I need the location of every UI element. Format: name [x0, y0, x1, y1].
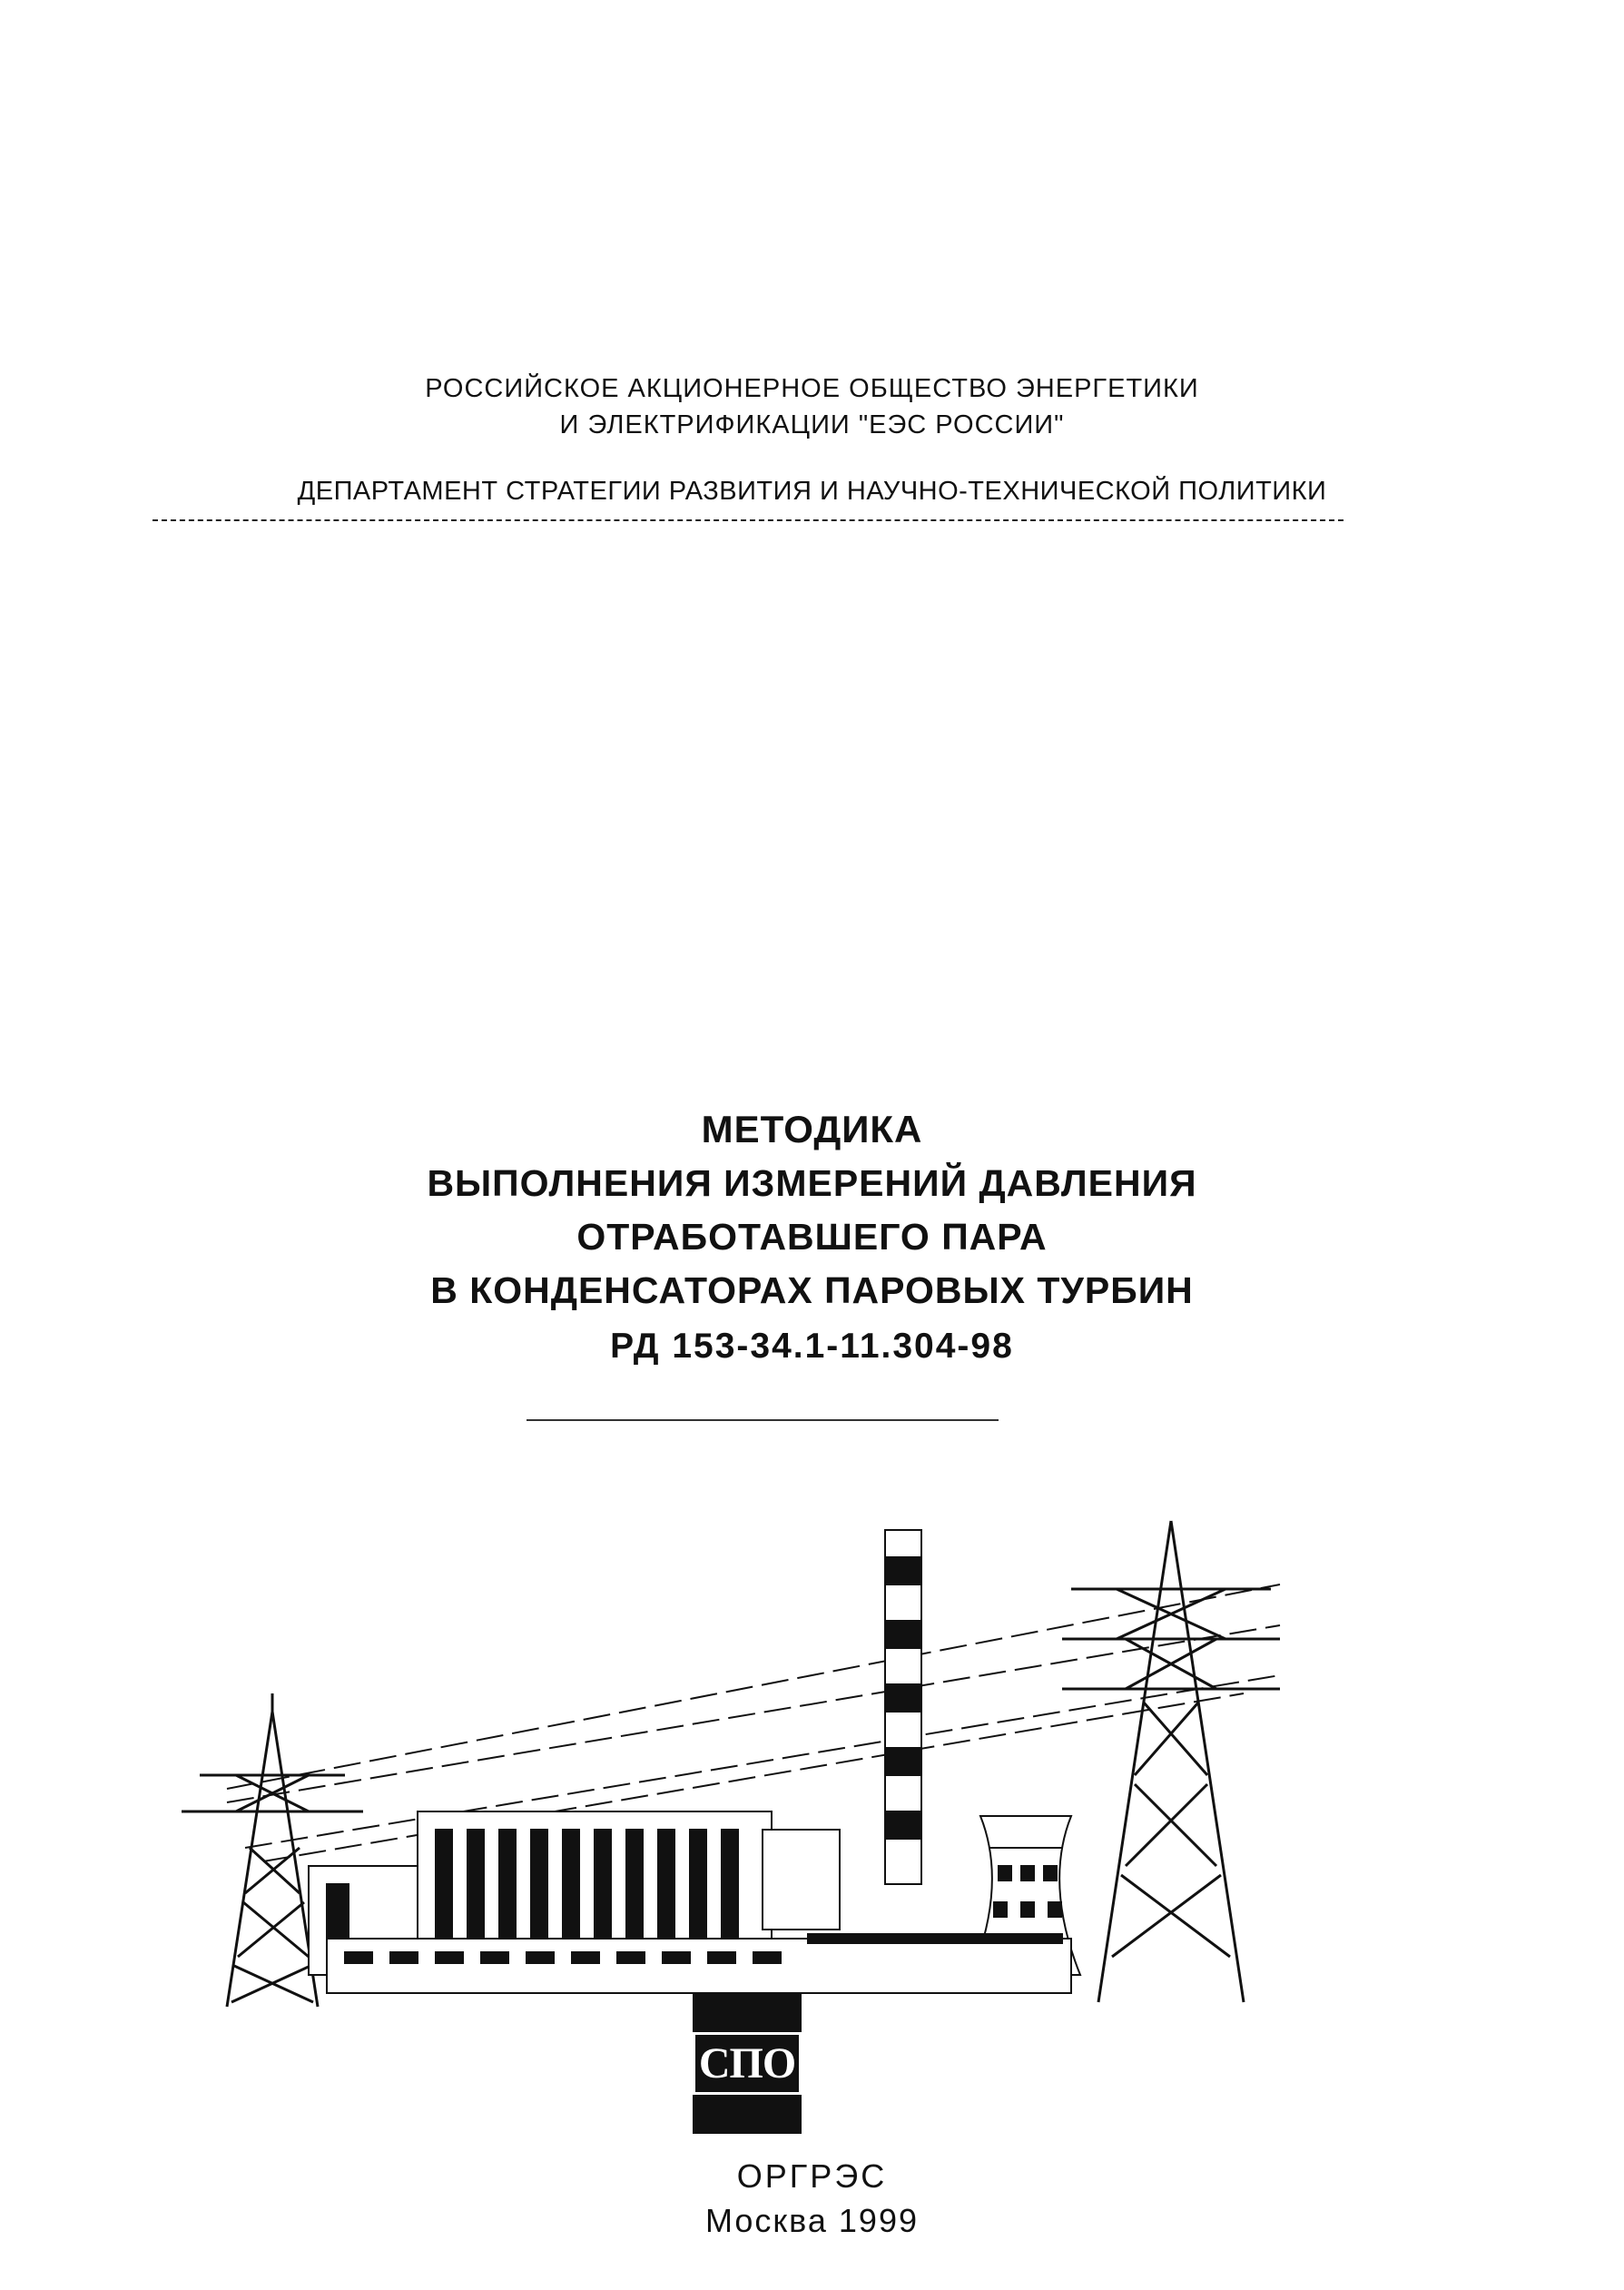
organization-name-line2: И ЭЛЕКТРИФИКАЦИИ "ЕЭС РОССИИ": [559, 410, 1065, 439]
title-line-2: ВЫПОЛНЕНИЯ ИЗМЕРЕНИЙ ДАВЛЕНИЯ: [427, 1162, 1197, 1204]
organization-name-line1: РОССИЙСКОЕ АКЦИОНЕРНОЕ ОБЩЕСТВО ЭНЕРГЕТИКИ: [425, 374, 1199, 403]
power-plant-illustration: [172, 1503, 1325, 2011]
main-building: [309, 1811, 1071, 1993]
document-code: РД 153-34.1-11.304-98: [610, 1327, 1014, 1366]
document-title-block: [0, 1108, 1624, 1367]
header-divider: [153, 519, 1343, 521]
title-line-1: МЕТОДИКА: [701, 1108, 923, 1150]
chimney: [885, 1530, 921, 1884]
spo-logo-text: СПО: [693, 2032, 802, 2095]
title-line-3: ОТРАБОТАВШЕГО ПАРА: [576, 1216, 1048, 1258]
publisher-name: ОРГРЭС: [736, 2157, 888, 2195]
department-name: ДЕПАРТАМЕНТ СТРАТЕГИИ РАЗВИТИЯ И НАУЧНО-ТЕХНИЧЕСКОЙ ПОЛИТИКИ: [297, 477, 1327, 506]
title-divider: [527, 1419, 999, 1421]
right-pylon: [1062, 1521, 1280, 2002]
title-line-4: В КОНДЕНСАТОРАХ ПАРОВЫХ ТУРБИН: [430, 1269, 1194, 1311]
spo-logo: [693, 1993, 802, 2134]
publication-place-year: Москва 1999: [705, 2202, 919, 2239]
